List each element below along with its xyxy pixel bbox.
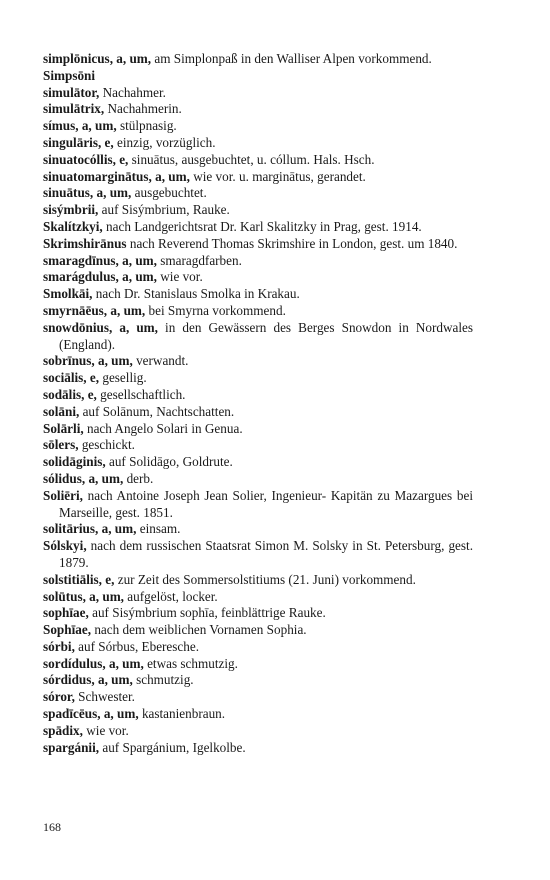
dictionary-entry [43,68,473,85]
entry-lemma: Sólskyi, [43,538,87,554]
entry-definition: nach Angelo Solari in Genua. [83,420,243,436]
dictionary-entry [43,706,473,723]
dictionary-entry [43,437,473,454]
entry-lemma: simulātor, [43,84,100,100]
entry-definition: am Simplonpaß in den Walliser Alpen vorkommend. [151,51,432,66]
entry-definition: auf Solidāgo, Goldrute. [105,454,233,470]
entry-lemma: Sophīae, [43,622,92,638]
dictionary-entry [43,639,473,656]
entry-lemma: solāni, [43,403,80,419]
entry-definition: nach Reverend Thomas Skrimshire in London, gest. um 1840. [126,235,458,251]
entry-definition: Schwester. [74,689,135,705]
entry-lemma: sóror, [43,689,75,705]
entry-definition: auf Sórbus, Eberesche. [74,638,200,654]
dictionary-entry [43,253,473,270]
entry-lemma: Solārli, [43,420,84,436]
dictionary-entry [43,202,473,219]
dictionary-entry [43,135,473,152]
entry-definition: nach dem weiblichen Vornamen Sophia. [91,622,307,638]
dictionary-entry [43,286,473,303]
entry-lemma: Smolkāi, [43,286,93,302]
entry-definition: auf Sisýmbrium, Rauke. [98,202,230,218]
entry-definition: Nachahmerin. [104,101,182,117]
entry-definition: kastanienbraun. [138,706,226,722]
entry-lemma: smyrnāēus, a, um, [43,302,146,318]
entry-lemma: sisýmbrii, [43,202,99,218]
entry-definition: gesellig. [99,370,147,386]
entry-lemma: snowdōnius, a, um, [43,319,158,335]
entry-lemma: solitārius, a, um, [43,521,137,537]
entry-lemma: sordídulus, a, um, [43,655,144,671]
entry-lemma: spādix, [43,722,83,738]
entry-lemma: Skalítzkyi, [43,218,103,234]
dictionary-entry [43,622,473,639]
dictionary-entry [43,572,473,589]
dictionary-entry [43,404,473,421]
entry-lemma: sodālis, e, [43,386,97,402]
entry-lemma: spadīcēus, a, um, [43,706,139,722]
dictionary-entry [43,538,473,572]
dictionary-entry [43,387,473,404]
entry-lemma: singulāris, e, [43,134,114,150]
entry-lemma: sociālis, e, [43,370,100,386]
entry-definition: wie vor. u. marginātus, gerandet. [189,168,366,184]
entry-definition: auf Sisýmbrium sophīa, feinblättrige Rauke. [88,605,326,621]
entry-lemma: solidāginis, [43,454,106,470]
entry-definition: bei Smyrna vorkommend. [145,302,286,318]
dictionary-entry [43,118,473,135]
entry-lemma: Soliēri, [43,487,83,503]
entry-lemma: símus, a, um, [43,118,117,134]
entry-definition: nach Dr. Stanislaus Smolka in Krakau. [92,286,300,302]
entry-definition: verwandt. [132,353,189,369]
entry-lemma: sophīae, [43,605,89,621]
dictionary-entry [43,672,473,689]
entry-lemma: Skrimshirānus [43,235,127,251]
entry-lemma: sinuatocóllis, e, [43,151,129,167]
entry-lemma: sórdidus, a, um, [43,672,133,688]
entry-lemma: sinuatomarginātus, a, um, [43,168,190,184]
dictionary-entry [43,589,473,606]
page-number: 168 [43,820,61,834]
entry-definition: nach Antoine Joseph Jean Solier, Ingenieur- Kapitän zu Mazargues bei Marseille, gest. 1851. [59,487,473,520]
dictionary-entry [43,169,473,186]
entry-definition: wie vor. [156,269,203,285]
dictionary-entry [43,269,473,286]
entry-definition: derb. [123,470,154,486]
entry-lemma: solūtus, a, um, [43,588,124,604]
dictionary-entry [43,421,473,438]
entry-definition: wie vor. [82,722,129,738]
entry-definition: etwas schmutzig. [143,655,238,671]
entry-definition: aufgelöst, locker. [123,588,218,604]
entry-list [43,51,473,756]
entry-definition: Nachahmer. [99,84,166,100]
dictionary-entry [43,471,473,488]
dictionary-entry [43,85,473,102]
entry-definition: ausgebuchtet. [131,185,207,201]
entry-definition: auf Spargánium, Igelkolbe. [99,739,246,755]
entry-lemma: smarágdulus, a, um, [43,269,157,285]
entry-lemma: sobrīnus, a, um, [43,353,133,369]
dictionary-entry [43,303,473,320]
dictionary-entry [43,723,473,740]
entry-definition: einsam. [136,521,181,537]
dictionary-entry [43,236,473,253]
dictionary-entry [43,605,473,622]
entry-lemma: Simpsōni [43,67,96,83]
dictionary-entry [43,51,473,68]
entry-lemma: spargánii, [43,739,100,755]
dictionary-entry [43,185,473,202]
entry-lemma: sórbi, [43,638,75,654]
entry-definition: zur Zeit des Sommersolstitiums (21. Juni) vorkommend. [114,571,416,587]
entry-lemma: smaragdīnus, a, um, [43,252,157,268]
dictionary-entry [43,370,473,387]
entry-lemma: sólidus, a, um, [43,470,124,486]
entry-lemma: sōlers, [43,437,79,453]
entry-lemma: solstitiālis, e, [43,571,115,587]
dictionary-entry [43,219,473,236]
dictionary-entry [43,740,473,757]
entry-definition: nach Landgerichtsrat Dr. Karl Skalitzky in Prag, gest. 1914. [102,218,422,234]
dictionary-entry [43,656,473,673]
entry-definition: gesellschaftlich. [96,386,186,402]
entry-definition: auf Solānum, Nachtschatten. [79,403,235,419]
entry-definition: in den Gewässern des Berges Snowdon in Nordwales (England). [59,319,474,352]
dictionary-entry [43,320,473,354]
entry-definition: schmutzig. [132,672,194,688]
dictionary-entry [43,689,473,706]
entry-definition: smaragdfarben. [156,252,242,268]
entry-definition: stülpnasig. [116,118,177,134]
dictionary-entry [43,521,473,538]
entry-definition: sinuātus, ausgebuchtet, u. cóllum. Hals. Hsch. [128,151,375,167]
dictionary-entry [43,488,473,522]
dictionary-entry [43,152,473,169]
entry-definition: einzig, vorzüglich. [113,134,216,150]
dictionary-entry [43,353,473,370]
entry-lemma: simulātrix, [43,101,105,117]
entry-lemma: simplōnicus, a, um, [43,51,152,66]
dictionary-entry [43,454,473,471]
entry-definition: geschickt. [78,437,135,453]
entry-definition: nach dem russischen Staatsrat Simon M. Solsky in St. Petersburg, gest. 1879. [59,538,473,570]
entry-lemma: sinuātus, a, um, [43,185,132,201]
dictionary-entry [43,101,473,118]
